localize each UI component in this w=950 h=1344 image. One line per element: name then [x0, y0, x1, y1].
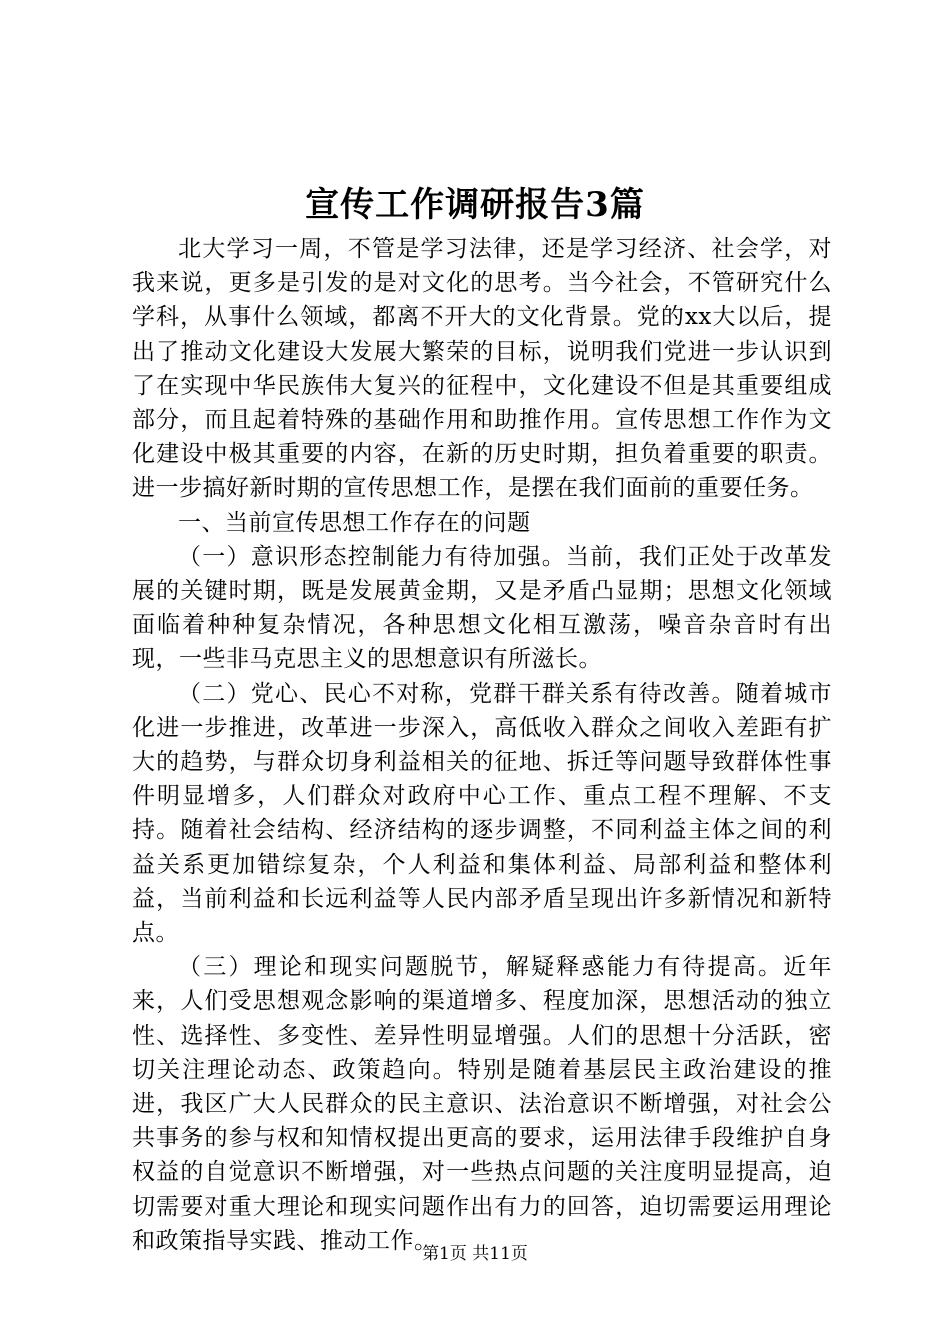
body-paragraph-point-3: （三）理论和现实问题脱节，解疑释惑能力有待提高。近年来，人们受思想观念影响的渠道增多、程度加深，思想活动的独立性、选择性、多变性、差异性明显增强。人们的思想十分活跃，密切关注理论动态、政策趋向。特别是随着基层民主政治建设的推进，我区广大人民群众的民主意识、法治意识不断增强，对社会公共事务的参与权和知情权提出更高的要求，运用法律手段维护自身权益的自觉意识不断增强，对一些热点问题的关注度明显提高，迫切需要对重大理论和现实问题作出有力的回答，迫切需要运用理论和政策指导实践、推动工作。: [132, 954, 832, 1254]
section-heading-problems: 一、当前宣传思想工作存在的问题: [178, 509, 531, 536]
document-title: 宣传工作调研报告3篇: [305, 185, 645, 225]
page-footer: 第1页 共11页: [422, 1244, 528, 1264]
body-paragraph-point-1: （一）意识形态控制能力有待加强。当前，我们正处于改革发展的关键时期，既是发展黄金期，又是矛盾凸显期；思想文化领域面临着种种复杂情况，各种思想文化相互激荡，噪音杂音时有出现，一些非马克思主义的思想意识有所滋长。: [132, 543, 832, 673]
document-body: [132, 232, 832, 1258]
body-paragraph-intro: 北大学习一周，不管是学习法律，还是学习经济、社会学，对我来说，更多是引发的是对文化的思考。当今社会，不管研究什么学科，从事什么领域，都离不开大的文化背景。党的xx大以后，提出了推动文化建设大发展大繁荣的目标，说明我们党进一步认识到了在实现中华民族伟大复兴的征程中，文化建设不但是其重要组成部分，而且起着特殊的基础作用和助推作用。宣传思想工作作为文化建设中极其重要的内容，在新的历史时期，担负着重要的职责。进一步搞好新时期的宣传思想工作，是摆在我们面前的重要任务。: [132, 236, 832, 502]
body-paragraph-point-2: （二）党心、民心不对称，党群干群关系有待改善。随着城市化进一步推进，改革进一步深入，高低收入群众之间收入差距有扩大的趋势，与群众切身利益相关的征地、拆迁等问题导致群体性事件明显增多，人们群众对政府中心工作、重点工程不理解、不支持。随着社会结构、经济结构的逐步调整，不同利益主体之间的利益关系更加错综复杂，个人利益和集体利益、局部利益和整体利益，当前利益和长远利益等人民内部矛盾呈现出许多新情况和新特点。: [132, 680, 832, 947]
